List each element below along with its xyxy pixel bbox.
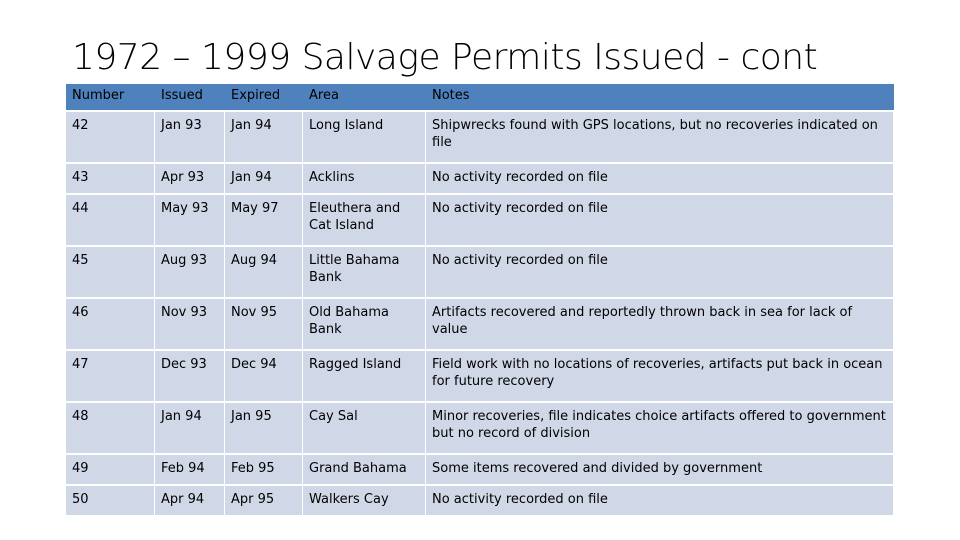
cell-area: Ragged Island xyxy=(303,351,426,403)
cell-number: 44 xyxy=(66,195,155,247)
cell-expired: Nov 95 xyxy=(225,299,303,351)
table-row xyxy=(66,299,894,351)
salvage-permits-table xyxy=(66,84,894,517)
cell-area: Eleuthera and Cat Island xyxy=(303,195,426,247)
cell-issued: Jan 93 xyxy=(155,112,225,164)
cell-number: 49 xyxy=(66,455,155,486)
table-row xyxy=(66,455,894,486)
cell-notes: Artifacts recovered and reportedly thrown back in sea for lack of value xyxy=(426,299,894,351)
cell-number: 42 xyxy=(66,112,155,164)
cell-number: 46 xyxy=(66,299,155,351)
cell-number: 43 xyxy=(66,164,155,195)
table-row xyxy=(66,247,894,299)
cell-notes: Field work with no locations of recoveries, artifacts put back in ocean for future recovery xyxy=(426,351,894,403)
table-row xyxy=(66,164,894,195)
cell-area: Acklins xyxy=(303,164,426,195)
table-row xyxy=(66,195,894,247)
cell-expired: Jan 94 xyxy=(225,112,303,164)
cell-issued: Dec 93 xyxy=(155,351,225,403)
table-row xyxy=(66,486,894,517)
cell-number: 47 xyxy=(66,351,155,403)
cell-notes: No activity recorded on file xyxy=(426,247,894,299)
cell-issued: Jan 94 xyxy=(155,403,225,455)
cell-number: 45 xyxy=(66,247,155,299)
cell-issued: May 93 xyxy=(155,195,225,247)
cell-area: Grand Bahama xyxy=(303,455,426,486)
cell-notes: No activity recorded on file xyxy=(426,164,894,195)
table-row xyxy=(66,351,894,403)
column-header-area: Area xyxy=(303,84,426,112)
column-header-notes: Notes xyxy=(426,84,894,112)
cell-notes: Minor recoveries, file indicates choice artifacts offered to government but no record of division xyxy=(426,403,894,455)
cell-area: Cay Sal xyxy=(303,403,426,455)
table-row xyxy=(66,112,894,164)
column-header-number: Number xyxy=(66,84,155,112)
cell-area: Little Bahama Bank xyxy=(303,247,426,299)
cell-issued: Apr 93 xyxy=(155,164,225,195)
cell-number: 48 xyxy=(66,403,155,455)
slide-title: 1972 – 1999 Salvage Permits Issued - cont xyxy=(72,37,818,78)
table-header-row xyxy=(66,84,894,112)
cell-notes: Shipwrecks found with GPS locations, but no recoveries indicated on file xyxy=(426,112,894,164)
cell-expired: Apr 95 xyxy=(225,486,303,517)
cell-expired: Jan 95 xyxy=(225,403,303,455)
table-row xyxy=(66,403,894,455)
cell-notes: No activity recorded on file xyxy=(426,195,894,247)
cell-issued: Aug 93 xyxy=(155,247,225,299)
cell-number: 50 xyxy=(66,486,155,517)
cell-issued: Nov 93 xyxy=(155,299,225,351)
cell-notes: No activity recorded on file xyxy=(426,486,894,517)
cell-expired: Feb 95 xyxy=(225,455,303,486)
cell-expired: Dec 94 xyxy=(225,351,303,403)
cell-area: Old Bahama Bank xyxy=(303,299,426,351)
cell-area: Long Island xyxy=(303,112,426,164)
cell-expired: May 97 xyxy=(225,195,303,247)
cell-issued: Feb 94 xyxy=(155,455,225,486)
cell-issued: Apr 94 xyxy=(155,486,225,517)
cell-expired: Jan 94 xyxy=(225,164,303,195)
cell-notes: Some items recovered and divided by government xyxy=(426,455,894,486)
cell-area: Walkers Cay xyxy=(303,486,426,517)
cell-expired: Aug 94 xyxy=(225,247,303,299)
column-header-issued: Issued xyxy=(155,84,225,112)
column-header-expired: Expired xyxy=(225,84,303,112)
